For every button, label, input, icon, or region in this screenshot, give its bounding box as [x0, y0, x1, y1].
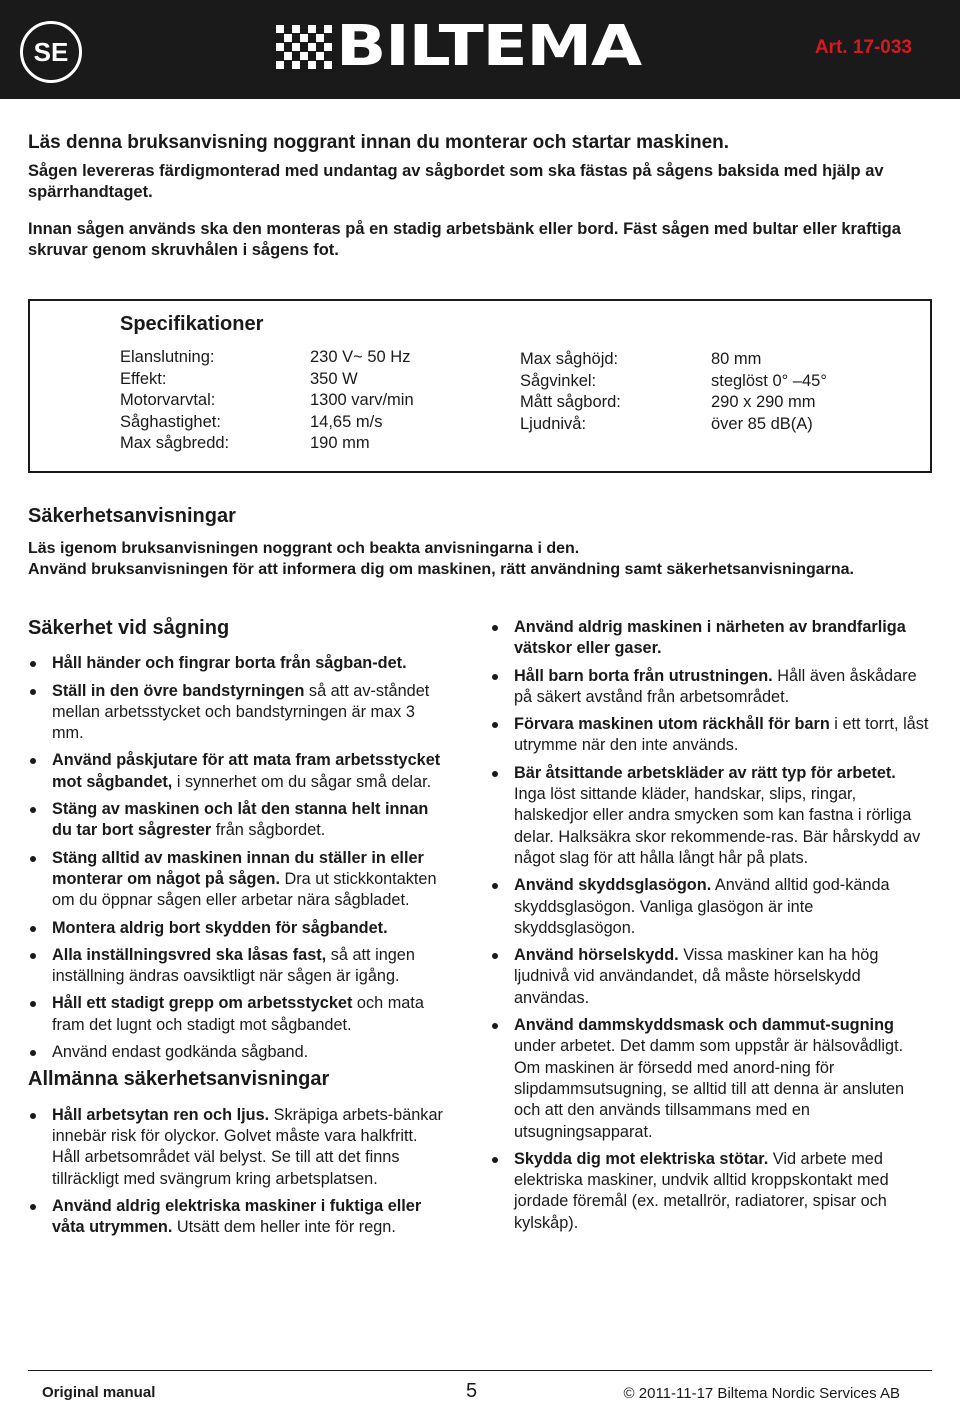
spec-values-right [711, 349, 827, 435]
article-number: Art. 17-033 [814, 37, 912, 58]
spec-value: 190 mm [310, 434, 370, 452]
list-item-text: så att ingen inställning ändras oavsiktligt när sågen är igång. [52, 945, 415, 986]
list-item-bold: Ställ in den övre bandstyrningen [52, 681, 305, 700]
list-item [28, 1042, 448, 1063]
list-item [28, 993, 448, 1036]
spec-values-left [310, 347, 414, 455]
spec-value: 230 V~ 50 Hz [310, 348, 411, 366]
safety-intro-line: Använd bruksanvisningen för att informera dig om maskinen, rätt användning samt säkerhetsanvisningarna. [28, 561, 854, 578]
list-item-text: och mata fram det lugnt och stadigt mot sågbandet. [52, 994, 424, 1034]
brand-wordmark: BILTEMA [336, 14, 641, 79]
list-item-bold: Håll barn borta från utrustningen. [514, 666, 773, 685]
list-item-bold: Håll ett stadigt grepp om arbetsstycket [52, 994, 353, 1013]
spec-label: Sågvinkel: [520, 371, 597, 390]
footer-divider [28, 1370, 932, 1371]
list-item-text: Utsätt dem heller inte för regn. [172, 1218, 396, 1237]
safety-intro-line: Läs igenom bruksanvisningen noggrant och beakta anvisningarna i den. [28, 540, 580, 557]
list-item [28, 1105, 448, 1190]
list-item [490, 875, 930, 939]
spec-label: Ljudnivå: [520, 414, 587, 433]
spec-value: 14,65 m/s [310, 412, 383, 431]
list-item [490, 1149, 930, 1234]
sawing-safety-list [28, 653, 448, 1063]
list-item-text: Skräpiga arbets-bänkar innebär risk för olyckor. Golvet måste vara halkfritt. Håll arbetsområdet väl belyst. Se till att det finns tillräckligt med svängrum kring arbetsplatsen. [52, 1105, 443, 1188]
list-item-bold: Använd hörselskydd. [514, 946, 679, 965]
spec-label: Motorvarvtal: [120, 391, 216, 409]
spec-value: över 85 dB(A) [711, 414, 813, 433]
left-column [28, 618, 448, 1244]
language-badge: SE [20, 21, 82, 83]
spec-labels-right [520, 349, 621, 435]
list-item-text: under arbetet. Det damm som uppstår är hälsovådligt. Om maskinen är försedd med anord-ning för slipdammsutsugning, se alltid till att denna är ansluten och att den används tillsammans med en utsugningsapparat. [514, 1037, 905, 1141]
spec-value: 290 x 290 mm [711, 393, 816, 411]
list-item-text: så att av-ståndet mellan arbetsstycket och bandstyrningen är max 3 mm. [52, 681, 430, 743]
footer-label: Original manual [42, 1384, 156, 1401]
list-item-text: i synnerhet om du sågar små delar. [172, 772, 432, 791]
list-item-bold: Använd påskjutare för att mata fram arbetsstycket mot sågbandet, [52, 751, 441, 791]
spec-labels-left [120, 347, 229, 455]
intro-paragraph-2: Innan sågen används ska den monteras på en stadig arbetsbänk eller bord. Fäst sågen med bultar eller kraftiga skruvar genom skruvhålen i sågens fot. [28, 220, 901, 259]
list-item-bold: Använd aldrig maskinen i närheten av brandfarliga vätskor eller gaser. [514, 618, 906, 658]
list-item-text: Dra ut stickkontakten om du öppnar sågen eller arbetar nära sågbladet. [52, 869, 437, 910]
spec-value: 1300 varv/min [310, 391, 414, 409]
list-item-text: från sågbordet. [211, 821, 326, 840]
spec-label: Mått sågbord: [520, 393, 621, 411]
page-number: 5 [466, 1380, 478, 1402]
list-item [28, 1196, 448, 1239]
biltema-logo [276, 14, 684, 79]
header-bar [0, 0, 960, 99]
list-item-bold: Montera aldrig bort skydden för sågbandet. [52, 918, 388, 937]
right-safety-list [490, 617, 930, 1234]
spec-value: 350 W [310, 369, 358, 388]
spec-label: Effekt: [120, 369, 167, 388]
list-item [490, 1015, 930, 1143]
list-item-text: Inga löst sittande kläder, handskar, slips, ringar, halskedjor eller andra smycken som kan fastna i rörliga delar. Halksäkra skor rekommende-ras. Bär hårskydd av något slag för att hålla långt hår på plats. [514, 785, 921, 867]
list-item-text: Vid arbete med elektriska maskiner, undvik alltid kroppskontakt med jordade föremål (ex. metallrör, radiatorer, spisar och kylskåp). [514, 1149, 889, 1232]
spec-label: Såghastighet: [120, 412, 221, 431]
intro-section [28, 132, 933, 277]
spec-label: Max sågbredd: [120, 434, 230, 452]
list-item-bold: Förvara maskinen utom räckhåll för barn [514, 715, 830, 734]
list-item-bold: Alla inställningsvred ska låsas fast, [52, 945, 327, 964]
list-item-bold: Håll arbetsytan ren och ljus. [52, 1105, 270, 1124]
list-item [28, 653, 448, 674]
list-item-bold: Skydda dig mot elektriska stötar. [514, 1149, 769, 1168]
safety-intro [28, 538, 908, 580]
spec-label: Elanslutning: [120, 348, 215, 366]
list-item [490, 617, 930, 660]
list-item [490, 666, 930, 709]
intro-lead: Läs denna bruksanvisning noggrant innan du monterar och startar maskinen. [28, 132, 730, 153]
list-item [28, 918, 448, 939]
list-item [490, 763, 930, 869]
list-item-bold: Stäng alltid av maskinen innan du ställer in eller monterar om något på sågen. [52, 848, 424, 888]
spec-value: steglöst 0° –45° [711, 371, 827, 390]
safety-heading: Säkerhetsanvisningar [28, 505, 236, 527]
list-item-bold: Använd aldrig elektriska maskiner i fuktiga eller våta utrymmen. [52, 1196, 422, 1237]
list-item-bold: Håll händer och fingrar borta från sågban-det. [52, 654, 407, 673]
list-item-bold: Använd skyddsglasögon. [514, 876, 712, 895]
intro-paragraph-1: Sågen levereras färdigmonterad med undantag av sågbordet som ska fästas på sågens baksida med hjälp av spärrhandtaget. [28, 162, 884, 201]
sawing-safety-heading: Säkerhet vid sågning [28, 617, 230, 639]
copyright-notice: © 2011-11-17 Biltema Nordic Services AB [623, 1385, 900, 1402]
general-safety-list [28, 1105, 448, 1239]
spec-value: 80 mm [711, 350, 762, 368]
list-item-bold: Bär åtsittande arbetskläder av rätt typ för arbetet. [514, 763, 896, 782]
specifications-box [28, 299, 932, 473]
list-item-text: i ett torrt, låst utrymme när den inte används. [514, 715, 929, 755]
list-item-text: Håll även åskådare på säkert avstånd från arbetsområdet. [514, 666, 917, 706]
spec-label: Max såghöjd: [520, 350, 619, 368]
list-item-bold: Använd dammskyddsmask och dammut-sugning [514, 1016, 894, 1035]
list-item [490, 714, 930, 757]
list-item [28, 848, 448, 912]
list-item-bold: Stäng av maskinen och låt den stanna helt innan du tar bort sågrester [52, 800, 429, 840]
list-item [28, 945, 448, 988]
list-item [28, 681, 448, 745]
list-item-text: Använd alltid god-kända skyddsglasögon. Vanliga glasögon är inte skyddsglasögon. [514, 876, 890, 937]
list-item [28, 799, 448, 842]
right-column [490, 617, 930, 1240]
general-safety-heading: Allmänna säkerhetsanvisningar [28, 1068, 330, 1091]
list-item [490, 945, 930, 1009]
checker-flag-icon [276, 25, 334, 71]
list-item-text: Vissa maskiner kan ha hög ljudnivå vid användandet, då måste hörselskydd användas. [514, 946, 879, 1007]
list-item [28, 750, 448, 793]
specifications-title: Specifikationer [120, 313, 264, 335]
list-item-text: Använd endast godkända sågband. [52, 1043, 309, 1062]
